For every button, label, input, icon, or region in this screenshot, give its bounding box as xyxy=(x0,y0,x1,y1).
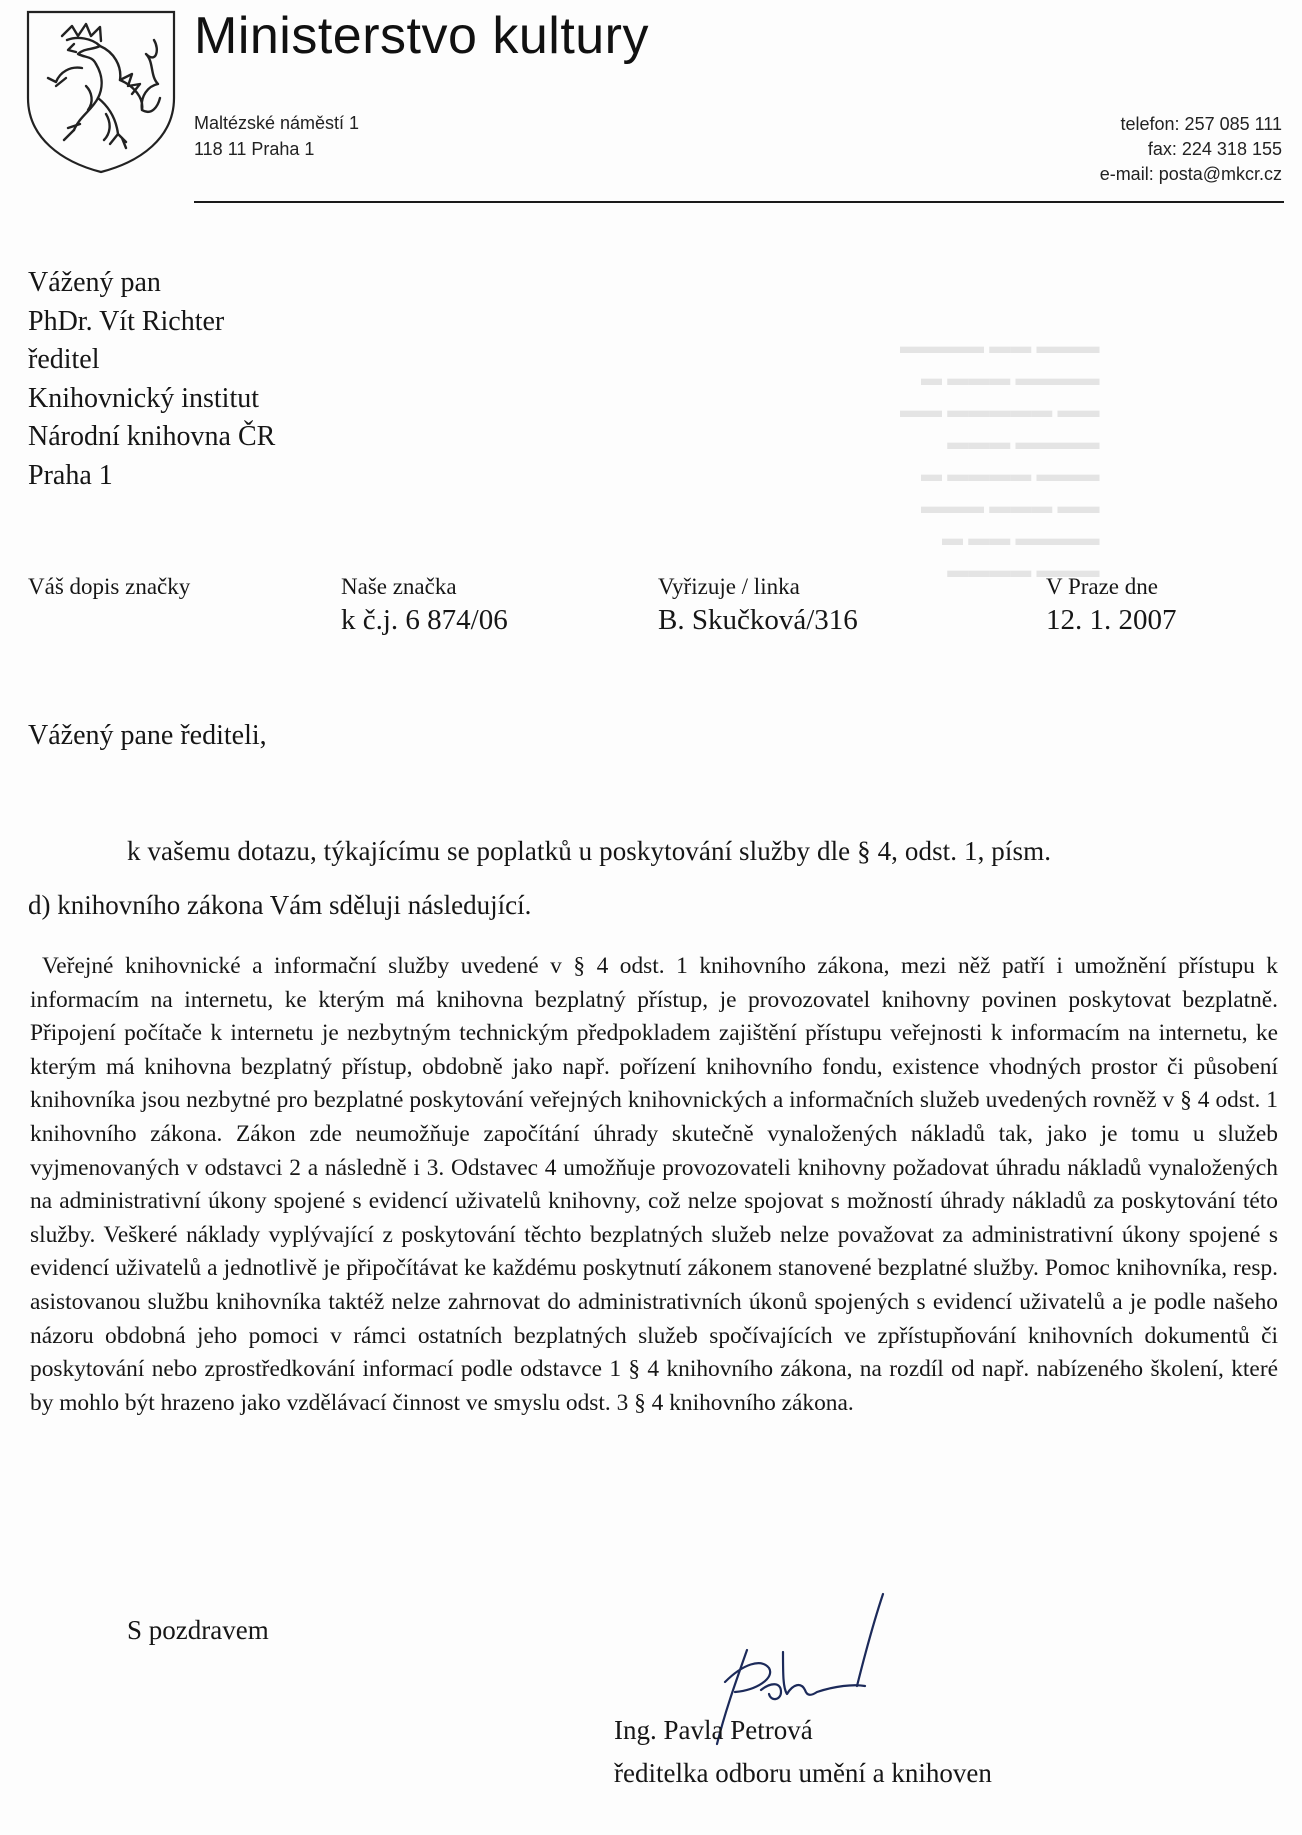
closing-greeting: S pozdravem xyxy=(127,1615,269,1645)
your-reference xyxy=(28,572,190,602)
handled-by-label: Vyřizuje / linka xyxy=(658,574,800,599)
ministry-name: Ministerstvo kultury xyxy=(194,7,649,65)
address-city: 118 11 Praha 1 xyxy=(194,139,315,159)
ministry-contact xyxy=(1100,112,1282,187)
your-ref-label: Váš dopis značky xyxy=(28,574,191,599)
handled-by xyxy=(658,572,858,638)
signer-title: ředitelka odboru umění a knihoven xyxy=(614,1758,992,1788)
our-ref-label: Naše značka xyxy=(341,574,457,599)
intro-line-1: k vašemu dotazu, týkajícímu se poplatků u poskytování služby dle § 4, odst. 1, písm. xyxy=(127,836,1052,866)
header-divider xyxy=(194,201,1284,203)
salutation: Vážený pane řediteli, xyxy=(28,720,267,751)
email-address: e-mail: posta@mkcr.cz xyxy=(1099,164,1282,184)
our-reference xyxy=(341,572,508,638)
address-street: Maltézské náměstí 1 xyxy=(194,113,360,133)
phone-number: telefon: 257 085 111 xyxy=(1120,114,1282,134)
letter-body-paragraph: Veřejné knihovnické a informační služby uvedené v § 4 odst. 1 knihovního zákona, mezi něž patří i umožnění přístupu k informacím na internetu, ke kterým má knihovna bezplatný přístup, je provozovatel knihovny povinen poskytovat bezplatně. Připojení počítače k internetu je nezbytným technickým předpokladem zajištění přístupu veřejnosti k informacím na internetu, ke kterým má knihovna bezplatný přístup, obdobně jako např. pořízení knihovního fondu, existence vhodných prostor či působení knihovníka jsou nezbytné pro bezplatné poskytování veřejných knihovnických a informačních služeb uvedených rovněž v § 4 odst. 1 knihovního zákona. Zákon zde neumožňuje započítání úhrady skutečně vynaložených nákladů tak, jako je tomu u služeb vyjmenovaných v odstavci 2 a následně i 3. Odstavec 4 umožňuje provozovateli knihovny požadovat úhradu nákladů vynaložených na administrativní úkony spojené s evidencí uživatelů knihovny, což nelze spojovat s možností úhrady nákladů za poskytování této služby. Veškeré náklady vyplývající z poskytování těchto bezplatných služeb nelze považovat za administrativní úkony spojené s evidencí uživatelů a jednotlivě je připočítávat ke každému poskytnutí zákonem stanovené bezplatné služby. Pomoc knihovníka, resp. asistovanou službu knihovníka taktéž nelze zahrnovat do administrativních úkonů spojených s evidencí uživatelů a je podle našeho názoru obdobná jeho pomoci v rámci ostatních bezplatných služeb spočívajících ve zpřístupňování knihovních dokumentů či poskytování nebo zprostředkování informací podle odstavce 1 § 4 knihovního zákona, na rozdíl od např. nabízeného školení, které by mohlo být hrazeno jako vzdělávací činnost ve smyslu odst. 3 § 4 knihovního zákona. xyxy=(30,953,1278,1416)
show-through-artifact: ▬▬▬ ▬▬ ▬▬▬▬ ▬▬▬▬ ▬▬▬ ▬ ▬▬ ▬▬▬▬▬ ▬▬ ▬▬▬▬ ▬▬▬ ▬▬▬ ▬▬▬▬ ▬ ▬▬ ▬▬▬ ▬▬▬ ▬▬▬▬ ▬▬ ▬ ▬▬▬ ▬▬▬▬ xyxy=(900,334,1100,582)
signer-name: Ing. Pavla Petrová xyxy=(614,1715,813,1745)
recipient-line: PhDr. Vít Richter xyxy=(28,305,225,337)
recipient-address xyxy=(28,264,275,495)
recipient-line: Národní knihovna ČR xyxy=(28,421,276,452)
recipient-line: Knihovnický institut xyxy=(28,382,259,414)
our-ref-value: k č.j. 6 874/06 xyxy=(341,604,508,636)
intro-line-2: d) knihovního zákona Vám sděluji následující. xyxy=(28,890,532,920)
ministry-address xyxy=(194,110,359,162)
date-label: V Praze dne xyxy=(1046,574,1158,599)
date-value: 12. 1. 2007 xyxy=(1046,604,1177,636)
recipient-line: Vážený pan xyxy=(28,267,161,298)
letter-date xyxy=(1046,572,1177,638)
recipient-line: Praha 1 xyxy=(28,459,113,491)
czech-lion-coat-of-arms-icon xyxy=(22,6,180,176)
fax-number: fax: 224 318 155 xyxy=(1147,139,1282,159)
handled-by-value: B. Skučková/316 xyxy=(658,604,858,636)
recipient-line: ředitel xyxy=(28,344,100,375)
